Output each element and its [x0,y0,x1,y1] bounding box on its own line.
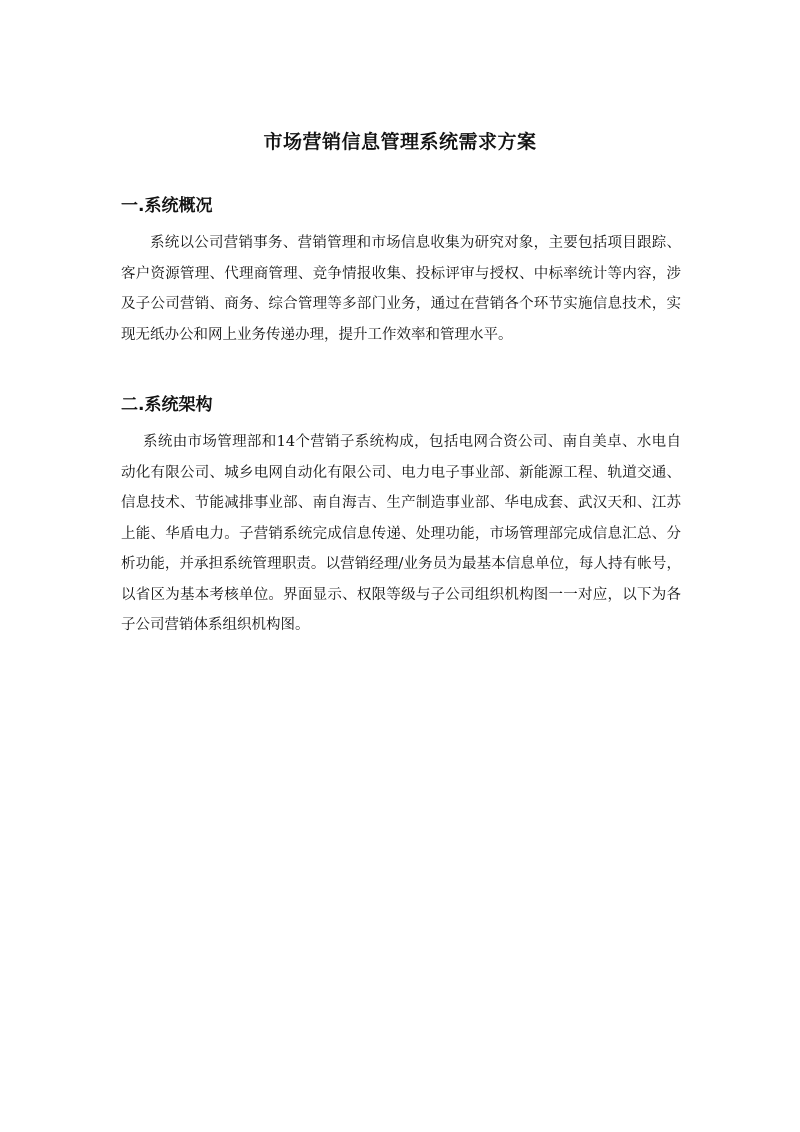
section-paragraph-architecture: 系统由市场管理部和14个营销子系统构成，包括电网合资公司、南自美卓、水电自动化有限公司、城乡电网自动化有限公司、电力电子事业部、新能源工程、轨道交通、信息技术、节能减排事业部、南自海吉、生产制造事业部、华电成套、武汉天和、江苏上能、华盾电力。子营销系统完成信息传递、处理功能，市场管理部完成信息汇总、分析功能，并承担系统管理职责。以营销经理/业务员为最基本信息单位，每人持有帐号，以省区为基本考核单位。界面显示、权限等级与子公司组织机构图一一对应，以下为各子公司营销体系组织机构图。 [121,434,681,633]
section-heading-architecture: 二.系统架构 [121,395,213,415]
section-heading-overview: 一.系统概况 [121,196,213,216]
document-title: 市场营销信息管理系统需求方案 [263,131,537,153]
section-paragraph-overview: 系统以公司营销事务、营销管理和市场信息收集为研究对象，主要包括项目跟踪、客户资源管理、代理商管理、竞争情报收集、投标评审与授权、中标率统计等内容，涉及子公司营销、商务、综合管理等多部门业务，通过在营销各个环节实施信息技术，实现无纸办公和网上业务传递办理，提升工作效率和管理水平。 [121,235,681,343]
